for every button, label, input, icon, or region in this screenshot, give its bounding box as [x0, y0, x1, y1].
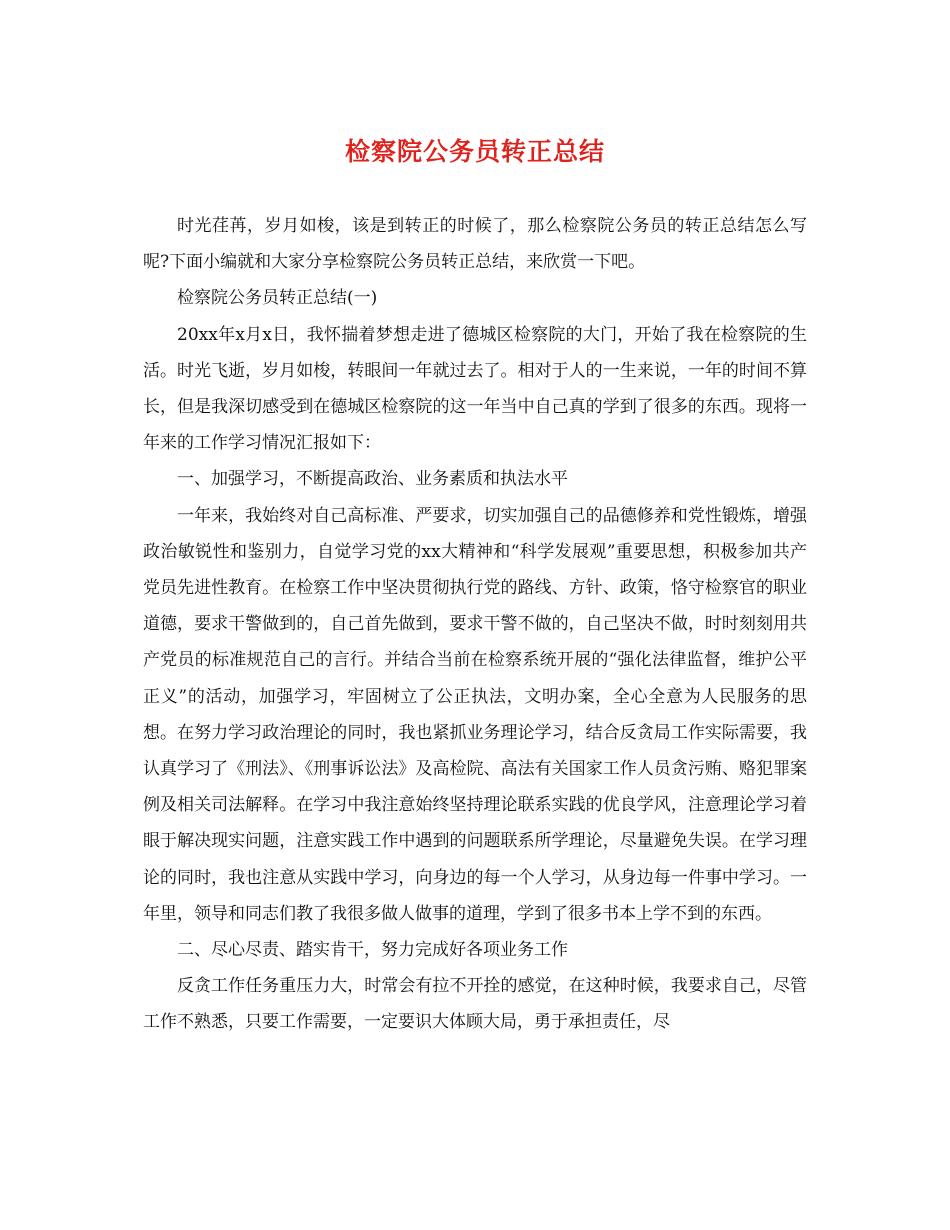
body-paragraph: 一年来，我始终对自己高标准、严要求，切实加强自己的品德修养和党性锻炼，增强政治敏锐性和鉴别力，自觉学习党的xx大精神和“科学发展观”重要思想，积极参加共产党员先进性教育。在检察工作中坚决贯彻执行党的路线、方针、政策，恪守检察官的职业道德，要求干警做到的，自己首先做到，要求干警不做的，自己坚决不做，时时刻刻用共产党员的标准规范自己的言行。并结合当前在检察系统开展的“强化法律监督，维护公平正义”的活动，加强学习，牢固树立了公正执法，文明办案，全心全意为人民服务的思想。在努力学习政治理论的同时，我也紧抓业务理论学习，结合反贪局工作实际需要，我认真学习了《刑法》、《刑事诉讼法》及高检院、高法有关国家工作人员贪污贿、赂犯罪案例及相关司法解释。在学习中我注意始终坚持理论联系实践的优良学风，注意理论学习着眼于解决现实问题，注意实践工作中遇到的问题联系所学理论，尽量避免失误。在学习理论的同时，我也注意从实践中学习，向身边的每一个人学习，从身边每一件事中学习。一年里，领导和同志们教了我很多做人做事的道理，学到了很多书本上学不到的东西。	[143, 505, 807, 924]
body-paragraph: 反贪工作任务重压力大，时常会有拉不开拴的感觉，在这种时候，我要求自己，尽管工作不熟悉，只要工作需要，一定要识大体顾大局，勇于承担责任，尽	[143, 976, 807, 1033]
document-body	[143, 208, 807, 1041]
section-heading-one: 一、加强学习，不断提高政治、业务素质和执法水平	[177, 469, 568, 490]
document-title: 检察院公务员转正总结	[344, 137, 605, 166]
section-heading-summary-one: 检察院公务员转正总结(一)	[177, 288, 378, 309]
intro-paragraph: 时光荏苒，岁月如梭，该是到转正的时候了，那么检察院公务员的转正总结怎么写呢?下面小编就和大家分享检察院公务员转正总结，来欣赏一下吧。	[143, 216, 807, 273]
document-page	[143, 120, 807, 1041]
body-paragraph: 20xx年x月x日，我怀揣着梦想走进了德城区检察院的大门，开始了我在检察院的生活。时光飞逝，岁月如梭，转眼间一年就过去了。相对于人的一生来说，一年的时间不算长，但是我深切感受到在德城区检察院的这一年当中自己真的学到了很多的东西。现将一年来的工作学习情况汇报如下：	[143, 324, 807, 454]
section-heading-two: 二、尽心尽责、踏实肯干，努力完成好各项业务工作	[177, 940, 568, 961]
